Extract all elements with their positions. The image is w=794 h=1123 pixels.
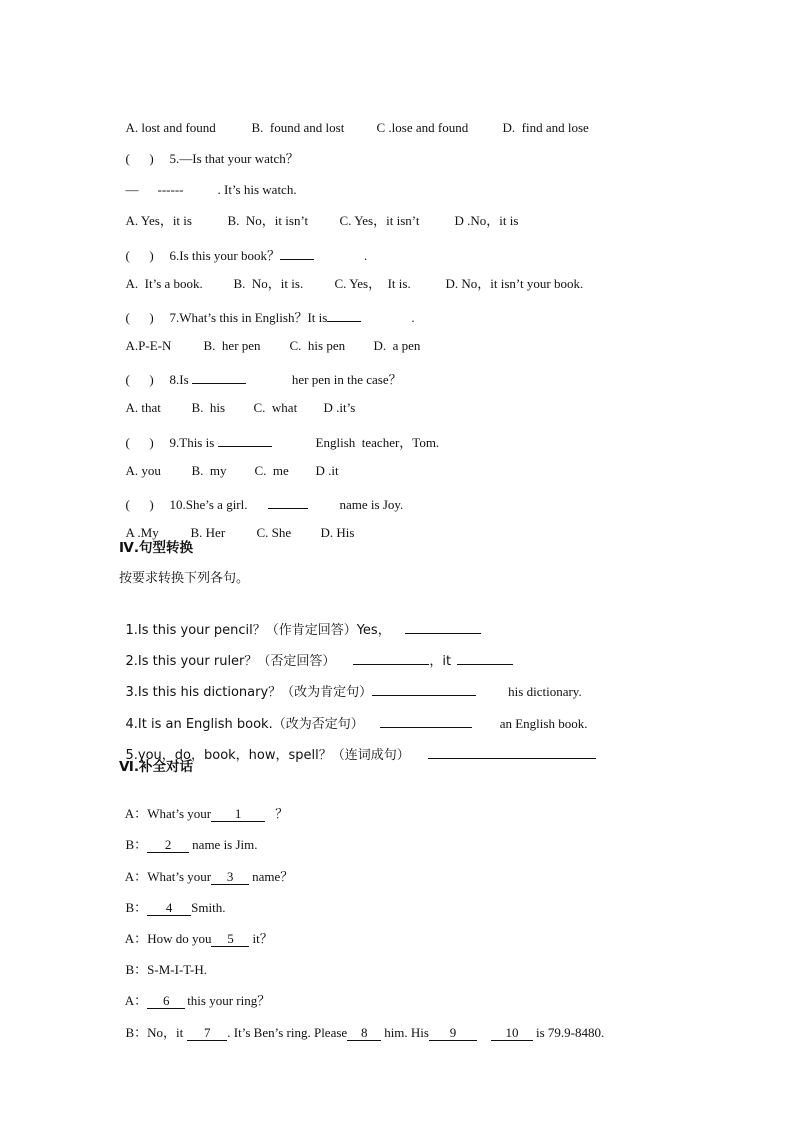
q5-options [119, 197, 518, 229]
reply-text: . It’s his watch. [217, 182, 297, 197]
q10-option-b: B. Her [190, 525, 226, 540]
q4-option-c: C .lose and found [376, 120, 469, 135]
item-mid: ，it [429, 654, 452, 669]
q4-options [119, 104, 589, 136]
answer-blank[interactable] [218, 432, 272, 447]
q7-option-d: D. a pen [373, 338, 421, 353]
question-5-reply [119, 166, 297, 198]
line-text: is 79.9-8480. [535, 1025, 605, 1040]
speaker: A： [124, 806, 148, 821]
dialogue-line-1 [119, 790, 288, 822]
question-text: 10.She’s a girl. [169, 497, 248, 512]
dialogue-blank-3[interactable]: 3 [211, 870, 249, 885]
speaker: A： [124, 869, 148, 884]
q6-option-c: C. Yes， It is. [334, 276, 411, 291]
dialogue-line-2 [119, 821, 258, 853]
answer-blank[interactable] [192, 369, 246, 384]
question-tail: her pen in the case？ [291, 372, 402, 387]
line-text: ？ [275, 806, 289, 821]
item-tail: his dictionary. [508, 684, 582, 699]
item-text: 4.It is an English book.（改为否定句） [125, 717, 364, 732]
q4-option-b: B. found and lost [251, 120, 345, 135]
question-text: 5.—Is that your watch？ [169, 151, 299, 166]
question-6 [119, 229, 367, 264]
q9-option-c: C. me [254, 463, 289, 478]
question-7 [119, 291, 415, 326]
q9-option-d: D .it [315, 463, 339, 478]
answer-paren: ( ) [125, 435, 154, 450]
answer-paren: ( ) [125, 372, 154, 387]
line-text: What’s your [147, 869, 212, 884]
line-text: name？ [252, 869, 294, 884]
item-tail: an English book. [499, 716, 588, 731]
dialogue-line-5 [119, 915, 273, 947]
line-text: Smith. [191, 900, 226, 915]
dialogue-blank-9[interactable]: 9 [429, 1026, 477, 1041]
q7-options [119, 322, 420, 354]
answer-blank[interactable] [457, 650, 513, 665]
question-tail: English teacher，Tom. [315, 435, 440, 450]
item-text: 1.Is this your pencil？（作肯定回答）Yes， [125, 623, 391, 638]
transform-item-3 [119, 665, 582, 701]
q9-option-a: A. you [125, 463, 161, 478]
reply-dots: ------ [157, 182, 184, 197]
dialogue-line-6 [119, 946, 207, 978]
line-text: it？ [252, 931, 273, 946]
answer-blank[interactable] [405, 619, 481, 634]
line-text: How do you [147, 931, 212, 946]
answer-blank[interactable] [280, 245, 314, 260]
dialogue-blank-7[interactable]: 7 [187, 1026, 227, 1041]
dialogue-line-4 [119, 884, 226, 916]
section-6-title: Ⅵ.补全对话 [119, 759, 193, 775]
question-10 [119, 478, 403, 513]
line-text: name is Jim. [192, 837, 258, 852]
answer-blank[interactable] [380, 713, 472, 728]
q5-option-c: C. Yes，it isn’t [339, 213, 420, 228]
line-text: him. His [384, 1025, 429, 1040]
question-8 [119, 353, 402, 388]
question-5 [119, 135, 299, 167]
q7-option-b: B. her pen [203, 338, 261, 353]
q6-option-d: D. No，it isn’t your book. [445, 276, 584, 291]
q10-option-a: A .My [125, 525, 159, 540]
question-tail: . [411, 310, 415, 325]
answer-blank[interactable] [372, 681, 476, 696]
dialogue-line-7 [119, 977, 270, 1009]
dialogue-blank-5[interactable]: 5 [211, 932, 249, 947]
q8-option-d: D .it’s [323, 400, 356, 415]
q7-option-c: C. his pen [289, 338, 346, 353]
question-text: 8.Is [169, 372, 189, 387]
answer-blank[interactable] [428, 744, 596, 759]
q4-option-a: A. lost and found [125, 120, 216, 135]
dialogue-blank-10[interactable]: 10 [491, 1026, 533, 1041]
speaker: B： [125, 900, 148, 915]
q5-option-a: A. Yes，it is [125, 213, 192, 228]
answer-blank[interactable] [268, 494, 308, 509]
q9-option-b: B. my [191, 463, 227, 478]
line-text: . It’s Ben’s ring. Please [227, 1025, 348, 1040]
line-text: this your ring？ [187, 993, 271, 1008]
speaker: B： [125, 1025, 148, 1040]
question-tail: . [364, 248, 368, 263]
line-text: S-M-I-T-H. [147, 962, 207, 977]
dialogue-blank-2[interactable]: 2 [147, 838, 189, 853]
answer-paren: ( ) [125, 497, 154, 512]
section-4-instruction: 按要求转换下列各句。 [119, 571, 250, 586]
dialogue-blank-6[interactable]: 6 [147, 994, 185, 1009]
q7-option-a: A.P-E-N [125, 338, 172, 353]
q6-options [119, 260, 583, 292]
speaker: A： [124, 931, 148, 946]
answer-paren: ( ) [125, 310, 154, 325]
item-text: 2.Is this your ruler？（否定回答） [125, 654, 336, 669]
q10-options [119, 509, 354, 541]
speaker: A： [124, 993, 148, 1008]
dialogue-line-3 [119, 853, 293, 885]
speaker: B： [125, 837, 148, 852]
section-4-title: Ⅳ.句型转换 [119, 540, 193, 556]
dialogue-blank-8[interactable]: 8 [347, 1026, 381, 1041]
q8-options [119, 384, 355, 416]
dialogue-blank-1[interactable]: 1 [211, 807, 265, 822]
question-text: 7.What’s this in English？It is [169, 310, 328, 325]
question-text: 6.Is this your book？ [169, 248, 281, 263]
q10-option-d: D. His [320, 525, 355, 540]
item-text: 3.Is this his dictionary？（改为肯定句） [125, 685, 373, 700]
question-text: 9.This is [169, 435, 215, 450]
q5-option-b: B. No，it isn’t [227, 213, 309, 228]
line-text: What’s your [147, 806, 212, 821]
q6-option-a: A. It’s a book. [125, 276, 203, 291]
answer-paren: ( ) [125, 151, 154, 166]
q6-option-b: B. No，it is. [233, 276, 304, 291]
answer-paren: ( ) [125, 248, 154, 263]
speaker: B： [125, 962, 148, 977]
dialogue-blank-4[interactable]: 4 [147, 901, 191, 916]
question-9 [119, 416, 439, 451]
q4-option-d: D. find and lose [502, 120, 589, 135]
q9-options [119, 447, 339, 479]
q8-option-b: B. his [191, 400, 226, 415]
answer-blank[interactable] [327, 307, 361, 322]
dialogue-line-8 [119, 1009, 604, 1041]
answer-blank[interactable] [353, 650, 429, 665]
reply-dash: — [125, 182, 139, 197]
q5-option-d: D .No，it is [454, 213, 519, 228]
item-text: 5.you，do，book，how，spell？（连词成句） [125, 748, 410, 763]
question-tail: name is Joy. [339, 497, 404, 512]
q10-option-c: C. She [256, 525, 292, 540]
q8-option-c: C. what [253, 400, 298, 415]
line-text: No，it [147, 1025, 184, 1040]
q8-option-a: A. that [125, 400, 161, 415]
